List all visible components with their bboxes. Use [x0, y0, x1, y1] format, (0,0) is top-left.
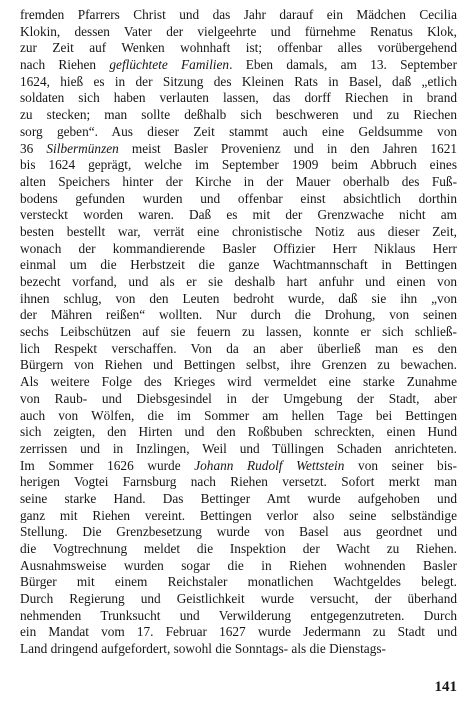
text-line	[20, 558, 457, 575]
text-line	[20, 174, 457, 191]
text-segment: die Vogtrechnung meldet die Inspektion der Wacht zu Riehen.	[20, 541, 457, 556]
text-line	[20, 591, 457, 608]
text-line	[20, 458, 457, 475]
text-line	[20, 374, 457, 391]
emphasized-text: Johann Rudolf Wettstein	[194, 457, 345, 473]
text-line	[20, 141, 457, 158]
text-segment: sorg geben“. Aus dieser Zeit stammt auch eine Geldsumme von	[20, 123, 457, 139]
text-line	[20, 90, 457, 107]
text-line	[20, 291, 457, 308]
text-segment: zu stecken; man sollte deßhalb sich beschweren und zu Riechen	[20, 107, 457, 123]
text-line	[20, 157, 457, 174]
text-segment: einmal um die Herbstzeit die ganze Wachtmannschaft in Bettingen	[20, 257, 457, 273]
text-line	[20, 441, 457, 458]
text-line	[20, 191, 457, 208]
text-segment: versteckt worden waren. Daß es mit der Grenzwache nicht am	[20, 207, 457, 223]
text-line	[20, 224, 457, 241]
emphasized-text: geflüchtete Familien	[109, 57, 230, 73]
text-line	[20, 508, 457, 525]
text-line	[20, 74, 457, 91]
text-segment: Ausnahmsweise wurden sogar die in Riehen wohnenden Basler	[20, 557, 457, 573]
text-segment: Bürgern von Riehen und Bettingen selbst, ihre Grenzen zu bewachen.	[20, 357, 457, 373]
text-line	[20, 241, 457, 258]
body-text	[20, 7, 457, 658]
text-segment: soldaten sich haben verlauten lassen, das dorff Riechen in brand	[20, 90, 457, 106]
text-line	[20, 324, 457, 341]
text-segment: Als weitere Folge des Krieges wird vermeldet eine starke Zunahme	[20, 374, 457, 390]
text-segment: nehmenden Trunksucht und Verwilderung entgegenzutreten. Durch	[20, 607, 457, 623]
text-line	[20, 524, 457, 541]
text-segment: 1624, hieß es in der Sitzung des Kleinen Rats in Basel, daß „etlich	[20, 73, 457, 89]
text-segment: meist Basler Provenienz und in den Jahren 1621	[118, 140, 457, 156]
text-segment: nach Riehen	[20, 57, 110, 73]
text-segment: bodens gefunden wurden und offenbar einst absichtlich dorthin	[20, 190, 457, 206]
text-line	[20, 408, 457, 425]
text-line	[20, 307, 457, 324]
text-line	[20, 491, 457, 508]
text-line	[20, 107, 457, 124]
text-segment: 36	[20, 140, 47, 156]
text-segment: von seiner bis-	[344, 457, 457, 473]
text-segment: Stellung. Die Grenzbesetzung wurde von Basel aus geordnet und	[20, 524, 457, 540]
text-segment: ein Mandat vom 17. Februar 1627 wurde Jedermann zu Stadt und	[20, 624, 457, 640]
text-segment: von Raub- und Diebsgesindel in der Umgebung der Stadt, aber	[20, 390, 457, 406]
text-line	[20, 341, 457, 358]
text-segment: zur Zeit auf Wenken wohnhaft ist; offenbar alles vorübergehend	[20, 40, 457, 56]
text-line	[20, 207, 457, 224]
text-segment: bis 1624 geprägt, welche im September 1909 beim Abbruch eines	[20, 157, 457, 173]
text-segment: alten Speichers hinter der Kirche in der Mauer oberhalb des Fuß-	[20, 173, 457, 189]
text-line	[20, 574, 457, 591]
text-segment: Land dringend aufgefordert, sowohl die Sonntags- als die Dienstags-	[20, 641, 386, 657]
text-segment: fremden Pfarrers Christ und das Jahr darauf ein Mädchen Cecilia	[20, 7, 457, 22]
text-segment: auch von Wölfen, die im Sommer am hellen Tage bei Bettingen	[20, 407, 457, 423]
text-segment: ganz mit Riehen vereint. Bettingen verlor also seine selbständige	[20, 507, 457, 523]
text-line	[20, 7, 457, 24]
text-line	[20, 124, 457, 141]
text-line	[20, 608, 457, 625]
text-line	[20, 391, 457, 408]
text-segment: Durch Regierung und Geistlichkeit wurde versucht, der überhand	[20, 591, 457, 607]
text-segment: der Mähren reißen“ wollten. Nur durch die Drohung, von seinen	[20, 307, 457, 323]
text-segment: sechs Leibschützen auf sie feuern zu lassen, konnte er sich schließ-	[20, 324, 457, 340]
text-line	[20, 274, 457, 291]
text-segment: besten bestellt war, verrät eine chronistische Notiz aus dieser Zeit,	[20, 223, 457, 239]
text-line	[20, 40, 457, 57]
text-segment: Klokin, dessen Vater der vielgeehrte und fürnehme Renatus Klok,	[20, 23, 457, 39]
text-line	[20, 24, 457, 41]
text-line	[20, 624, 457, 641]
text-segment: herigen Vogtei Farnsburg nach Riehen versetzt. Sofort merkt man	[20, 474, 457, 490]
text-line	[20, 257, 457, 274]
text-segment: lich Respekt verschaffen. Von da an aber überließ man es den	[20, 340, 457, 356]
text-line	[20, 474, 457, 491]
text-line	[20, 541, 457, 558]
text-segment: sich zeigten, den Hirten und den Roßbuben schreckten, einen Hund	[20, 424, 457, 440]
text-segment: Im Sommer 1626 wurde	[20, 457, 195, 473]
text-line	[20, 57, 457, 74]
text-segment: seine starke Hand. Das Bettinger Amt wurde aufgehoben und	[20, 490, 457, 506]
text-segment: bezecht vorfand, und als er sie deshalb hart anfuhr und einen von	[20, 274, 457, 289]
text-line	[20, 424, 457, 441]
text-segment: zerrissen und in Inzlingen, Weil und Tüllingen Schaden anrichteten.	[20, 440, 457, 456]
text-line	[20, 357, 457, 374]
emphasized-text: Silbermünzen	[46, 140, 119, 156]
text-segment: ihnen schlug, von den Leuten bedroht wurde, daß sie ihn „von	[20, 290, 457, 306]
text-segment: Bürger mit einem Reichstaler monatlichen Wachtgeldes belegt.	[20, 574, 457, 590]
text-segment: wonach der kommandierende Basler Offizier Herr Niklaus Herr	[20, 240, 457, 256]
page-number: 141	[434, 679, 457, 695]
text-line	[20, 641, 457, 658]
text-segment: . Eben damals, am 13. September	[229, 57, 457, 73]
book-page	[20, 7, 457, 707]
